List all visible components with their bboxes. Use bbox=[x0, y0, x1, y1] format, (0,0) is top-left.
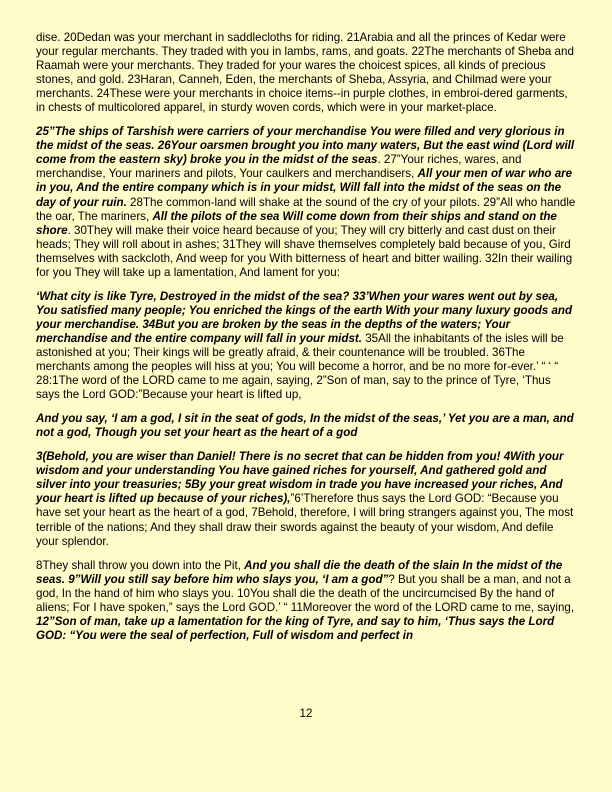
paragraph-merchants: dise. 20Dedan was your merchant in saddlecloths for riding. 21Arabia and all the princes of Kedar were your regular merchants. They traded with you in lambs, rams, and goats. 22The merchants of Sheba and Raamah were your merchants. They traded for your wares the choicest spices, all kinds of precious stones, and gold. 23Haran, Canneh, Eden, the merchants of Sheba, Assyria, and Chilmad were your merchants. 24These were your merchants in choice items--in purple clothes, in embroi-dered garments, in chests of multicolored apparel, in sturdy woven cords, which were in your market-place. bbox=[36, 31, 574, 115]
paragraph-ships-of-tarshish: 25”The ships of Tarshish were carriers of your merchandise You were filled and very glorious in the midst of the seas. 26Your oarsmen brought you into many waters, But the east wind (Lord will come from the eastern sky) broke you in the midst of the seas. 27”Your riches, wares, and merchandise, Your mariners and pilots, Your caulkers and merchandisers, All your men of war who are in you, And the entire company which is in your midst, Will fall into the midst of the seas on the day of your ruin. 28The common-land will shake at the sound of the cry of your pilots. 29”All who handle the oar, The mariners, All the pilots of the sea Will come down from their ships and stand on the shore. 30They will make their voice heard because of you; They will cry bitterly and cast dust on their heads; They will roll about in ashes; 31They will shave themselves completely bald because of you, Gird themselves with sackcloth, And weep for you With bitterness of heart and bitter wailing. 32In their wailing for you They will take up a lamentation, And lament for you: bbox=[36, 125, 576, 279]
paragraph-into-the-pit: 8They shall throw you down into the Pit, And you shall die the death of the slain In the midst of the seas. 9”Will you still say before him who slays you, ‘I am a god”? But you shall be a man, and not a god, In the hand of him who slays you. 10You shall die the death of the uncircumcised By the hand of aliens; For I have spoken,” says the Lord GOD.’ “ 11Moreover the word of the LORD came to me, saying, 12”Son of man, take up a lamentation for the king of Tyre, and say to him, ‘Thus says the Lord GOD: “You were the seal of perfection, Full of wisdom and perfect in bbox=[36, 558, 575, 642]
paragraph-chapter-28: 28:1The word of the LORD came to me again, saying, 2”Son of man, say to the prince of Tyre, ‘Thus says the Lord GOD:”Because your heart is lifted up, bbox=[36, 374, 551, 402]
paragraph-i-am-a-god: And you say, ‘I am a god, I sit in the seat of gods, In the midst of the seas,’ Yet you are a man, and not a god, Though you set your heart as the heart of a god bbox=[36, 412, 574, 440]
paragraph-wiser-than-daniel: 3(Behold, you are wiser than Daniel! There is no secret that can be hidden from you! 4With your wisdom and your understanding You have gained riches for yourself, And gathered gold and silver into your treasuries; 5By your great wisdom in trade you have increased your riches, And your heart is lifted up because of your riches),”6’Therefore thus says the Lord GOD: “Because you have set your heart as the heart of a god, 7Behold, therefore, I will bring strangers against you, The most terrible of the nations; And they shall draw their swords against the beauty of your wisdom, And defile your splendor. bbox=[36, 450, 574, 548]
paragraph-city-like-tyre: ‘What city is like Tyre, Destroyed in the midst of the sea? 33’When your wares went out by sea, You satisfied many people; You enriched the kings of the earth With your many luxury goods and your merchandise. 34But you are broken by the seas in the depths of the waters; Your merchandise and the entire company will fall in your midst. 35All the inhabitants of the isles will be astonished at you; Their kings will be greatly afraid, & their countenance will be troubled. 36The merchants among the peoples will hiss at you; You will become a horror, and be no more for-ever.’ “ ‘ “ bbox=[36, 289, 573, 374]
body-text bbox=[36, 31, 576, 643]
page-number: 12 bbox=[299, 707, 313, 720]
